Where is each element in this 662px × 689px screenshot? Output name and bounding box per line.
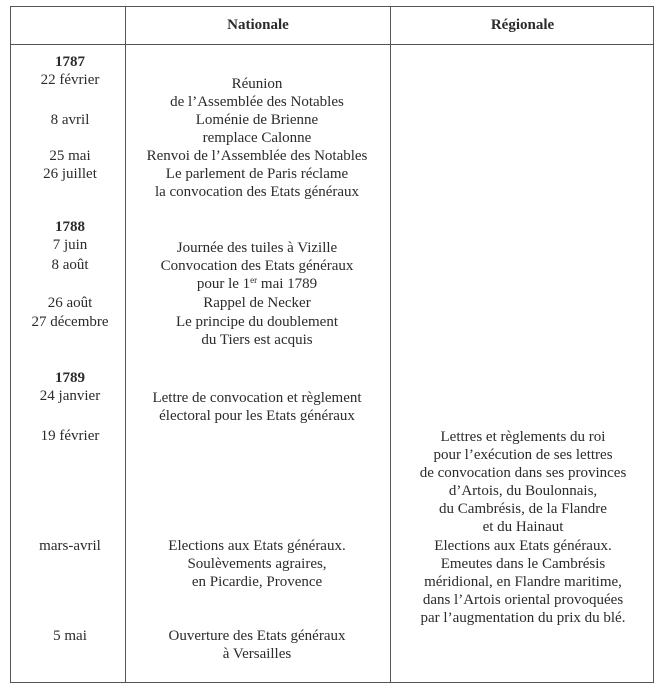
date-cell: 26 juillet [43, 166, 97, 182]
national-event: Le parlement de Paris réclame [165, 166, 349, 182]
date-cell: 19 février [40, 428, 100, 444]
date-cell: 8 août [51, 257, 89, 273]
national-event: à Versailles [222, 646, 292, 662]
national-event: Soulèvements agraires, [187, 556, 327, 572]
national-event: Réunion [231, 76, 283, 92]
regional-event: du Cambrésis, de la Flandre [439, 501, 607, 517]
regional-event: Elections aux Etats généraux. [434, 538, 612, 554]
date-cell: 24 janvier [39, 388, 101, 404]
header-nationale: Nationale [227, 17, 289, 33]
regional-event: d’Artois, du Boulonnais, [448, 483, 598, 499]
header-divider [10, 44, 654, 45]
regional-event: pour l’exécution de ses lettres [433, 447, 613, 463]
regional-event: et du Hainaut [482, 519, 564, 535]
year-1787: 1787 [55, 54, 85, 70]
national-event: Elections aux Etats généraux. [168, 538, 346, 554]
year-1788: 1788 [55, 219, 85, 235]
year-1789: 1789 [55, 370, 85, 386]
national-event: Loménie de Brienne [195, 112, 319, 128]
date-cell: 5 mai [53, 628, 87, 644]
national-event: la convocation des Etats généraux [154, 184, 360, 200]
national-event: du Tiers est acquis [201, 332, 313, 348]
regional-event: par l’augmentation du prix du blé. [420, 610, 626, 626]
national-event: Rappel de Necker [203, 295, 311, 311]
date-cell: mars-avril [39, 538, 101, 554]
national-event: Renvoi de l’Assemblée des Notables [146, 148, 368, 164]
national-event: en Picardie, Provence [191, 574, 323, 590]
regional-event: Lettres et règlements du roi [440, 429, 606, 445]
national-event: Convocation des Etats généraux [160, 258, 354, 274]
national-event: Ouverture des Etats généraux [168, 628, 346, 644]
date-cell: 7 juin [52, 237, 88, 253]
column-divider-2 [390, 6, 391, 683]
national-event: Lettre de convocation et règlement [152, 390, 362, 406]
regional-event: de convocation dans ses provinces [419, 465, 627, 481]
date-cell: 27 décembre [31, 314, 109, 330]
date-cell: 25 mai [49, 148, 91, 164]
national-event: de l’Assemblée des Notables [170, 94, 344, 110]
national-event: Le principe du doublement [175, 314, 339, 330]
regional-event: méridional, en Flandre maritime, [424, 574, 622, 590]
regional-event: dans l’Artois oriental provoquées [422, 592, 624, 608]
national-event: électoral pour les Etats généraux [159, 408, 355, 424]
national-event: remplace Calonne [202, 130, 312, 146]
header-regionale: Régionale [490, 17, 555, 33]
date-cell: 22 février [40, 72, 100, 88]
national-event: Journée des tuiles à Vizille [176, 240, 338, 256]
date-cell: 26 août [47, 295, 93, 311]
regional-event: Emeutes dans le Cambrésis [440, 556, 606, 572]
date-cell: 8 avril [50, 112, 90, 128]
national-event: pour le 1er mai 1789 [196, 275, 318, 292]
